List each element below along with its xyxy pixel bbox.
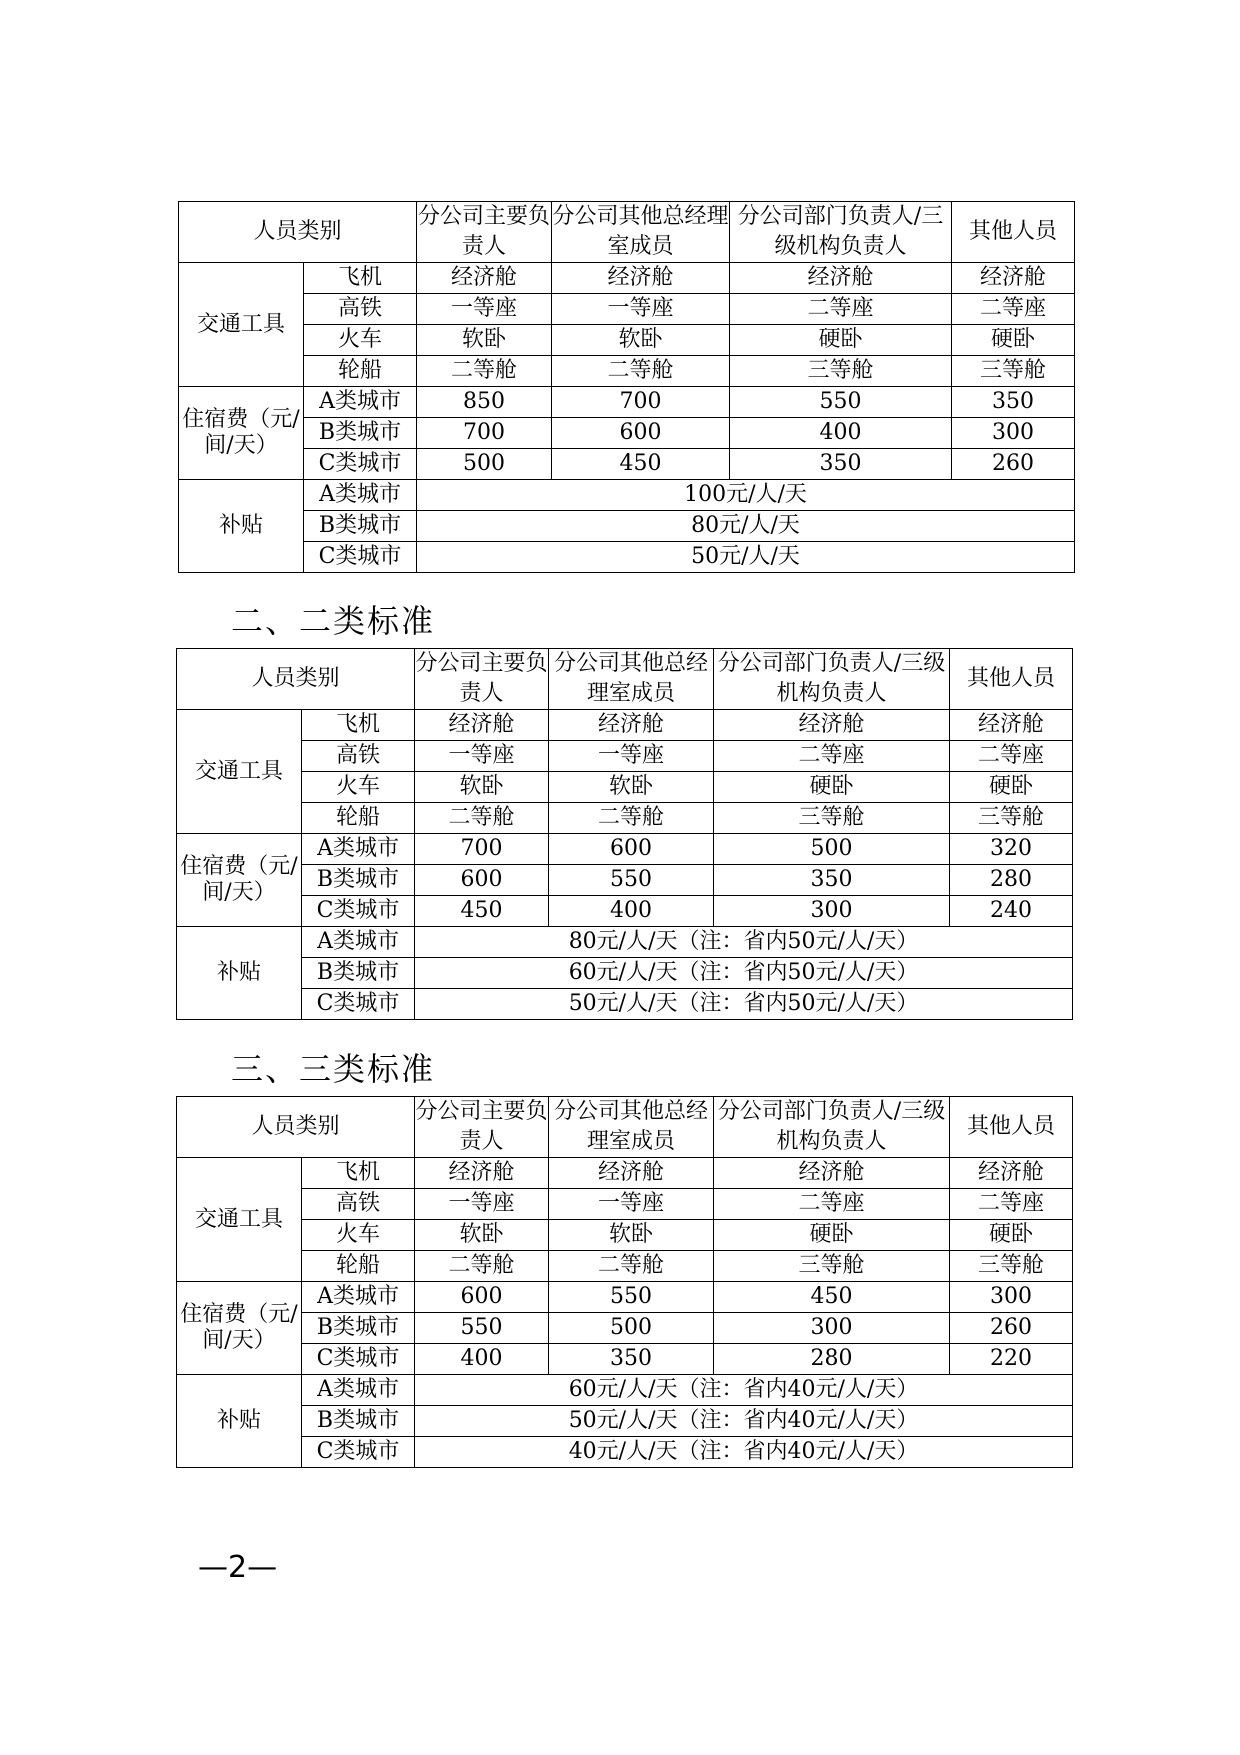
lodging-row-a [177,1282,1073,1313]
rail-row [177,741,1073,772]
table-cell: 850 [417,387,552,418]
allowance-row-b [177,1406,1073,1437]
row-label: 轮船 [304,356,417,387]
table-cell: 260 [950,1313,1073,1344]
row-label: 轮船 [302,1251,415,1282]
allowance-row-c [179,542,1075,573]
table-cell: 450 [714,1282,950,1313]
row-label: 飞机 [304,263,417,294]
allowance-cell: 50元/人/天 [417,542,1075,573]
allowance-cell: 60元/人/天（注：省内40元/人/天） [415,1375,1073,1406]
standard-table-1 [178,201,1075,573]
allowance-row-b [177,958,1073,989]
header-col2: 分公司其他总经理室成员 [552,202,730,263]
table-cell: 软卧 [549,1220,714,1251]
table-cell: 300 [714,1313,950,1344]
table-cell: 550 [415,1313,549,1344]
table-cell: 三等舱 [950,1251,1073,1282]
header-col1: 分公司主要负责人 [415,1097,549,1158]
row-label: B类城市 [302,865,415,896]
table-cell: 三等舱 [714,803,950,834]
table-cell: 经济舱 [415,710,549,741]
table-cell: 二等舱 [417,356,552,387]
header-col4: 其他人员 [950,1097,1073,1158]
table-cell: 经济舱 [952,263,1075,294]
row-label: B类城市 [304,511,417,542]
table-cell: 300 [950,1282,1073,1313]
allowance-cell: 60元/人/天（注：省内50元/人/天） [415,958,1073,989]
ship-row [177,803,1073,834]
plane-row [177,1158,1073,1189]
rail-row [177,1189,1073,1220]
allowance-row-a [177,927,1073,958]
table-cell: 550 [730,387,952,418]
row-label: 高铁 [302,1189,415,1220]
table-cell: 400 [415,1344,549,1375]
table-cell: 350 [952,387,1075,418]
allowance-cell: 100元/人/天 [417,480,1075,511]
plane-row [179,263,1075,294]
section-heading-3: 三、三类标准 [231,1050,436,1088]
plane-row [177,710,1073,741]
lodging-row-a [177,834,1073,865]
table-cell: 软卧 [549,772,714,803]
table-cell: 三等舱 [714,1251,950,1282]
page-number: —2— [198,1550,278,1585]
row-label: 高铁 [304,294,417,325]
table-cell: 硬卧 [714,1220,950,1251]
header-col2: 分公司其他总经理室成员 [549,649,714,710]
transport-group-label: 交通工具 [177,1158,302,1282]
train-row [179,325,1075,356]
header-category: 人员类别 [177,649,415,710]
header-col2: 分公司其他总经理室成员 [549,1097,714,1158]
table-cell: 240 [950,896,1073,927]
table-cell: 经济舱 [730,263,952,294]
standard-table-2 [176,648,1073,1020]
row-label: B类城市 [304,418,417,449]
header-row [179,202,1075,263]
table-cell: 一等座 [415,1189,549,1220]
table-cell: 一等座 [415,741,549,772]
row-label: 高铁 [302,741,415,772]
table-cell: 二等舱 [415,1251,549,1282]
header-col1: 分公司主要负责人 [417,202,552,263]
row-label: 飞机 [302,710,415,741]
standard-table-3 [176,1096,1073,1468]
rail-row [179,294,1075,325]
transport-group-label: 交通工具 [177,710,302,834]
table-cell: 700 [552,387,730,418]
table-cell: 500 [417,449,552,480]
table-cell: 350 [549,1344,714,1375]
lodging-group-label: 住宿费（元/间/天） [177,1282,302,1375]
header-col3: 分公司部门负责人/三级机构负责人 [714,1097,950,1158]
allowance-row-c [177,1437,1073,1468]
row-label: C类城市 [302,1437,415,1468]
lodging-row-b [179,418,1075,449]
table-cell: 硬卧 [714,772,950,803]
table-cell: 二等舱 [549,1251,714,1282]
table-cell: 经济舱 [714,710,950,741]
table-cell: 一等座 [552,294,730,325]
table-cell: 三等舱 [950,803,1073,834]
row-label: A类城市 [304,387,417,418]
table-cell: 600 [549,834,714,865]
table-cell: 经济舱 [549,1158,714,1189]
header-col4: 其他人员 [950,649,1073,710]
header-col4: 其他人员 [952,202,1075,263]
row-label: 火车 [302,1220,415,1251]
train-row [177,1220,1073,1251]
row-label: 飞机 [302,1158,415,1189]
table-cell: 400 [549,896,714,927]
allowance-row-a [177,1375,1073,1406]
table-cell: 二等舱 [549,803,714,834]
row-label: 火车 [304,325,417,356]
table-cell: 经济舱 [415,1158,549,1189]
table-cell: 二等舱 [552,356,730,387]
table-cell: 550 [549,1282,714,1313]
table-cell: 二等座 [714,1189,950,1220]
table-cell: 三等舱 [952,356,1075,387]
lodging-row-a [179,387,1075,418]
table-cell: 450 [415,896,549,927]
allowance-cell: 80元/人/天（注：省内50元/人/天） [415,927,1073,958]
table-cell: 300 [952,418,1075,449]
row-label: B类城市 [302,1313,415,1344]
table-cell: 320 [950,834,1073,865]
table-cell: 硬卧 [730,325,952,356]
row-label: A类城市 [302,927,415,958]
table-cell: 经济舱 [950,710,1073,741]
row-label: 轮船 [302,803,415,834]
table-cell: 350 [714,865,950,896]
table-cell: 400 [730,418,952,449]
row-label: C类城市 [302,1344,415,1375]
row-label: A类城市 [302,1375,415,1406]
table-cell: 700 [415,834,549,865]
table-cell: 三等舱 [730,356,952,387]
table-cell: 二等座 [950,741,1073,772]
ship-row [179,356,1075,387]
table-cell: 一等座 [417,294,552,325]
train-row [177,772,1073,803]
row-label: A类城市 [304,480,417,511]
header-row [177,649,1073,710]
row-label: C类城市 [304,542,417,573]
table-cell: 硬卧 [950,1220,1073,1251]
table-cell: 600 [415,1282,549,1313]
table-cell: 经济舱 [950,1158,1073,1189]
header-col3: 分公司部门负责人/三级机构负责人 [730,202,952,263]
row-label: 火车 [302,772,415,803]
table-cell: 550 [549,865,714,896]
table-cell: 280 [714,1344,950,1375]
table-cell: 二等座 [714,741,950,772]
ship-row [177,1251,1073,1282]
table-cell: 260 [952,449,1075,480]
row-label: C类城市 [302,989,415,1020]
lodging-row-c [179,449,1075,480]
allowance-row-a [179,480,1075,511]
lodging-row-c [177,896,1073,927]
table-cell: 经济舱 [552,263,730,294]
lodging-group-label: 住宿费（元/间/天） [177,834,302,927]
table-cell: 硬卧 [952,325,1075,356]
transport-group-label: 交通工具 [179,263,304,387]
allowance-group-label: 补贴 [179,480,304,573]
allowance-cell: 80元/人/天 [417,511,1075,542]
table-cell: 二等舱 [415,803,549,834]
table-cell: 600 [552,418,730,449]
allowance-cell: 40元/人/天（注：省内40元/人/天） [415,1437,1073,1468]
table-cell: 经济舱 [714,1158,950,1189]
table-cell: 220 [950,1344,1073,1375]
row-label: C类城市 [302,896,415,927]
lodging-row-c [177,1344,1073,1375]
row-label: B类城市 [302,1406,415,1437]
table-cell: 软卧 [417,325,552,356]
lodging-group-label: 住宿费（元/间/天） [179,387,304,480]
lodging-row-b [177,1313,1073,1344]
table-cell: 二等座 [730,294,952,325]
allowance-cell: 50元/人/天（注：省内40元/人/天） [415,1406,1073,1437]
lodging-row-b [177,865,1073,896]
allowance-group-label: 补贴 [177,927,302,1020]
section-heading-2: 二、二类标准 [231,602,436,640]
row-label: B类城市 [302,958,415,989]
header-col3: 分公司部门负责人/三级机构负责人 [714,649,950,710]
allowance-row-c [177,989,1073,1020]
table-cell: 软卧 [415,1220,549,1251]
header-row [177,1097,1073,1158]
table-cell: 600 [415,865,549,896]
table-cell: 280 [950,865,1073,896]
table-cell: 软卧 [552,325,730,356]
table-cell: 经济舱 [417,263,552,294]
table-cell: 700 [417,418,552,449]
table-cell: 450 [552,449,730,480]
table-cell: 二等座 [950,1189,1073,1220]
table-cell: 300 [714,896,950,927]
table-cell: 经济舱 [549,710,714,741]
allowance-group-label: 补贴 [177,1375,302,1468]
row-label: C类城市 [304,449,417,480]
header-category: 人员类别 [179,202,417,263]
table-cell: 软卧 [415,772,549,803]
table-cell: 硬卧 [950,772,1073,803]
table-cell: 500 [549,1313,714,1344]
allowance-row-b [179,511,1075,542]
table-cell: 500 [714,834,950,865]
table-cell: 一等座 [549,1189,714,1220]
header-col1: 分公司主要负责人 [415,649,549,710]
row-label: A类城市 [302,1282,415,1313]
table-cell: 二等座 [952,294,1075,325]
table-cell: 一等座 [549,741,714,772]
allowance-cell: 50元/人/天（注：省内50元/人/天） [415,989,1073,1020]
header-category: 人员类别 [177,1097,415,1158]
row-label: A类城市 [302,834,415,865]
table-cell: 350 [730,449,952,480]
